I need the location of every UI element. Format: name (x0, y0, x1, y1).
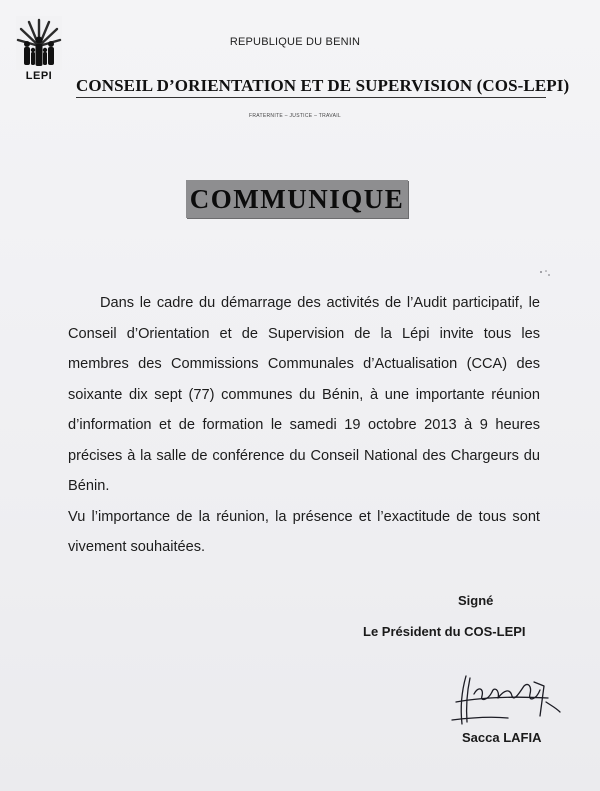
signed-label: Signé (458, 593, 494, 608)
signatory-name: Sacca LAFIA (462, 730, 542, 745)
scan-artifact (538, 268, 552, 278)
communique-body (68, 288, 540, 563)
handwritten-signature (448, 672, 568, 728)
lepi-logo (16, 16, 62, 88)
organization-name: CONSEIL D’ORIENTATION ET DE SUPERVISION (COS-LEPI) (76, 76, 546, 98)
lepi-logo-icon (16, 16, 62, 70)
logo-label: LEPI (25, 70, 53, 82)
document-title: COMMUNIQUE (189, 183, 405, 214)
signatory-role: Le Président du COS-LEPI (363, 624, 526, 639)
body-paragraph: Vu l’importance de la réunion, la présence et l’exactitude de tous sont vivement souhaitées. (68, 508, 540, 555)
national-motto: FRATERNITE – JUSTICE – TRAVAIL (249, 113, 341, 119)
body-paragraph: Dans le cadre du démarrage des activités de l’Audit participatif, le Conseil d’Orientation et de Supervision de la Lépi invite tous les membres des Commissions Communales d’Actualisation (CCA) des soixante dix sept (77) communes du Bénin, à une importante réunion d’information et de formation le samedi 19 octobre 2013 à 9 heures précises à la salle de conférence du Conseil National des Chargeurs du Bénin. (68, 295, 540, 494)
country-name: REPUBLIQUE DU BENIN (229, 36, 361, 48)
title-banner (186, 180, 408, 218)
